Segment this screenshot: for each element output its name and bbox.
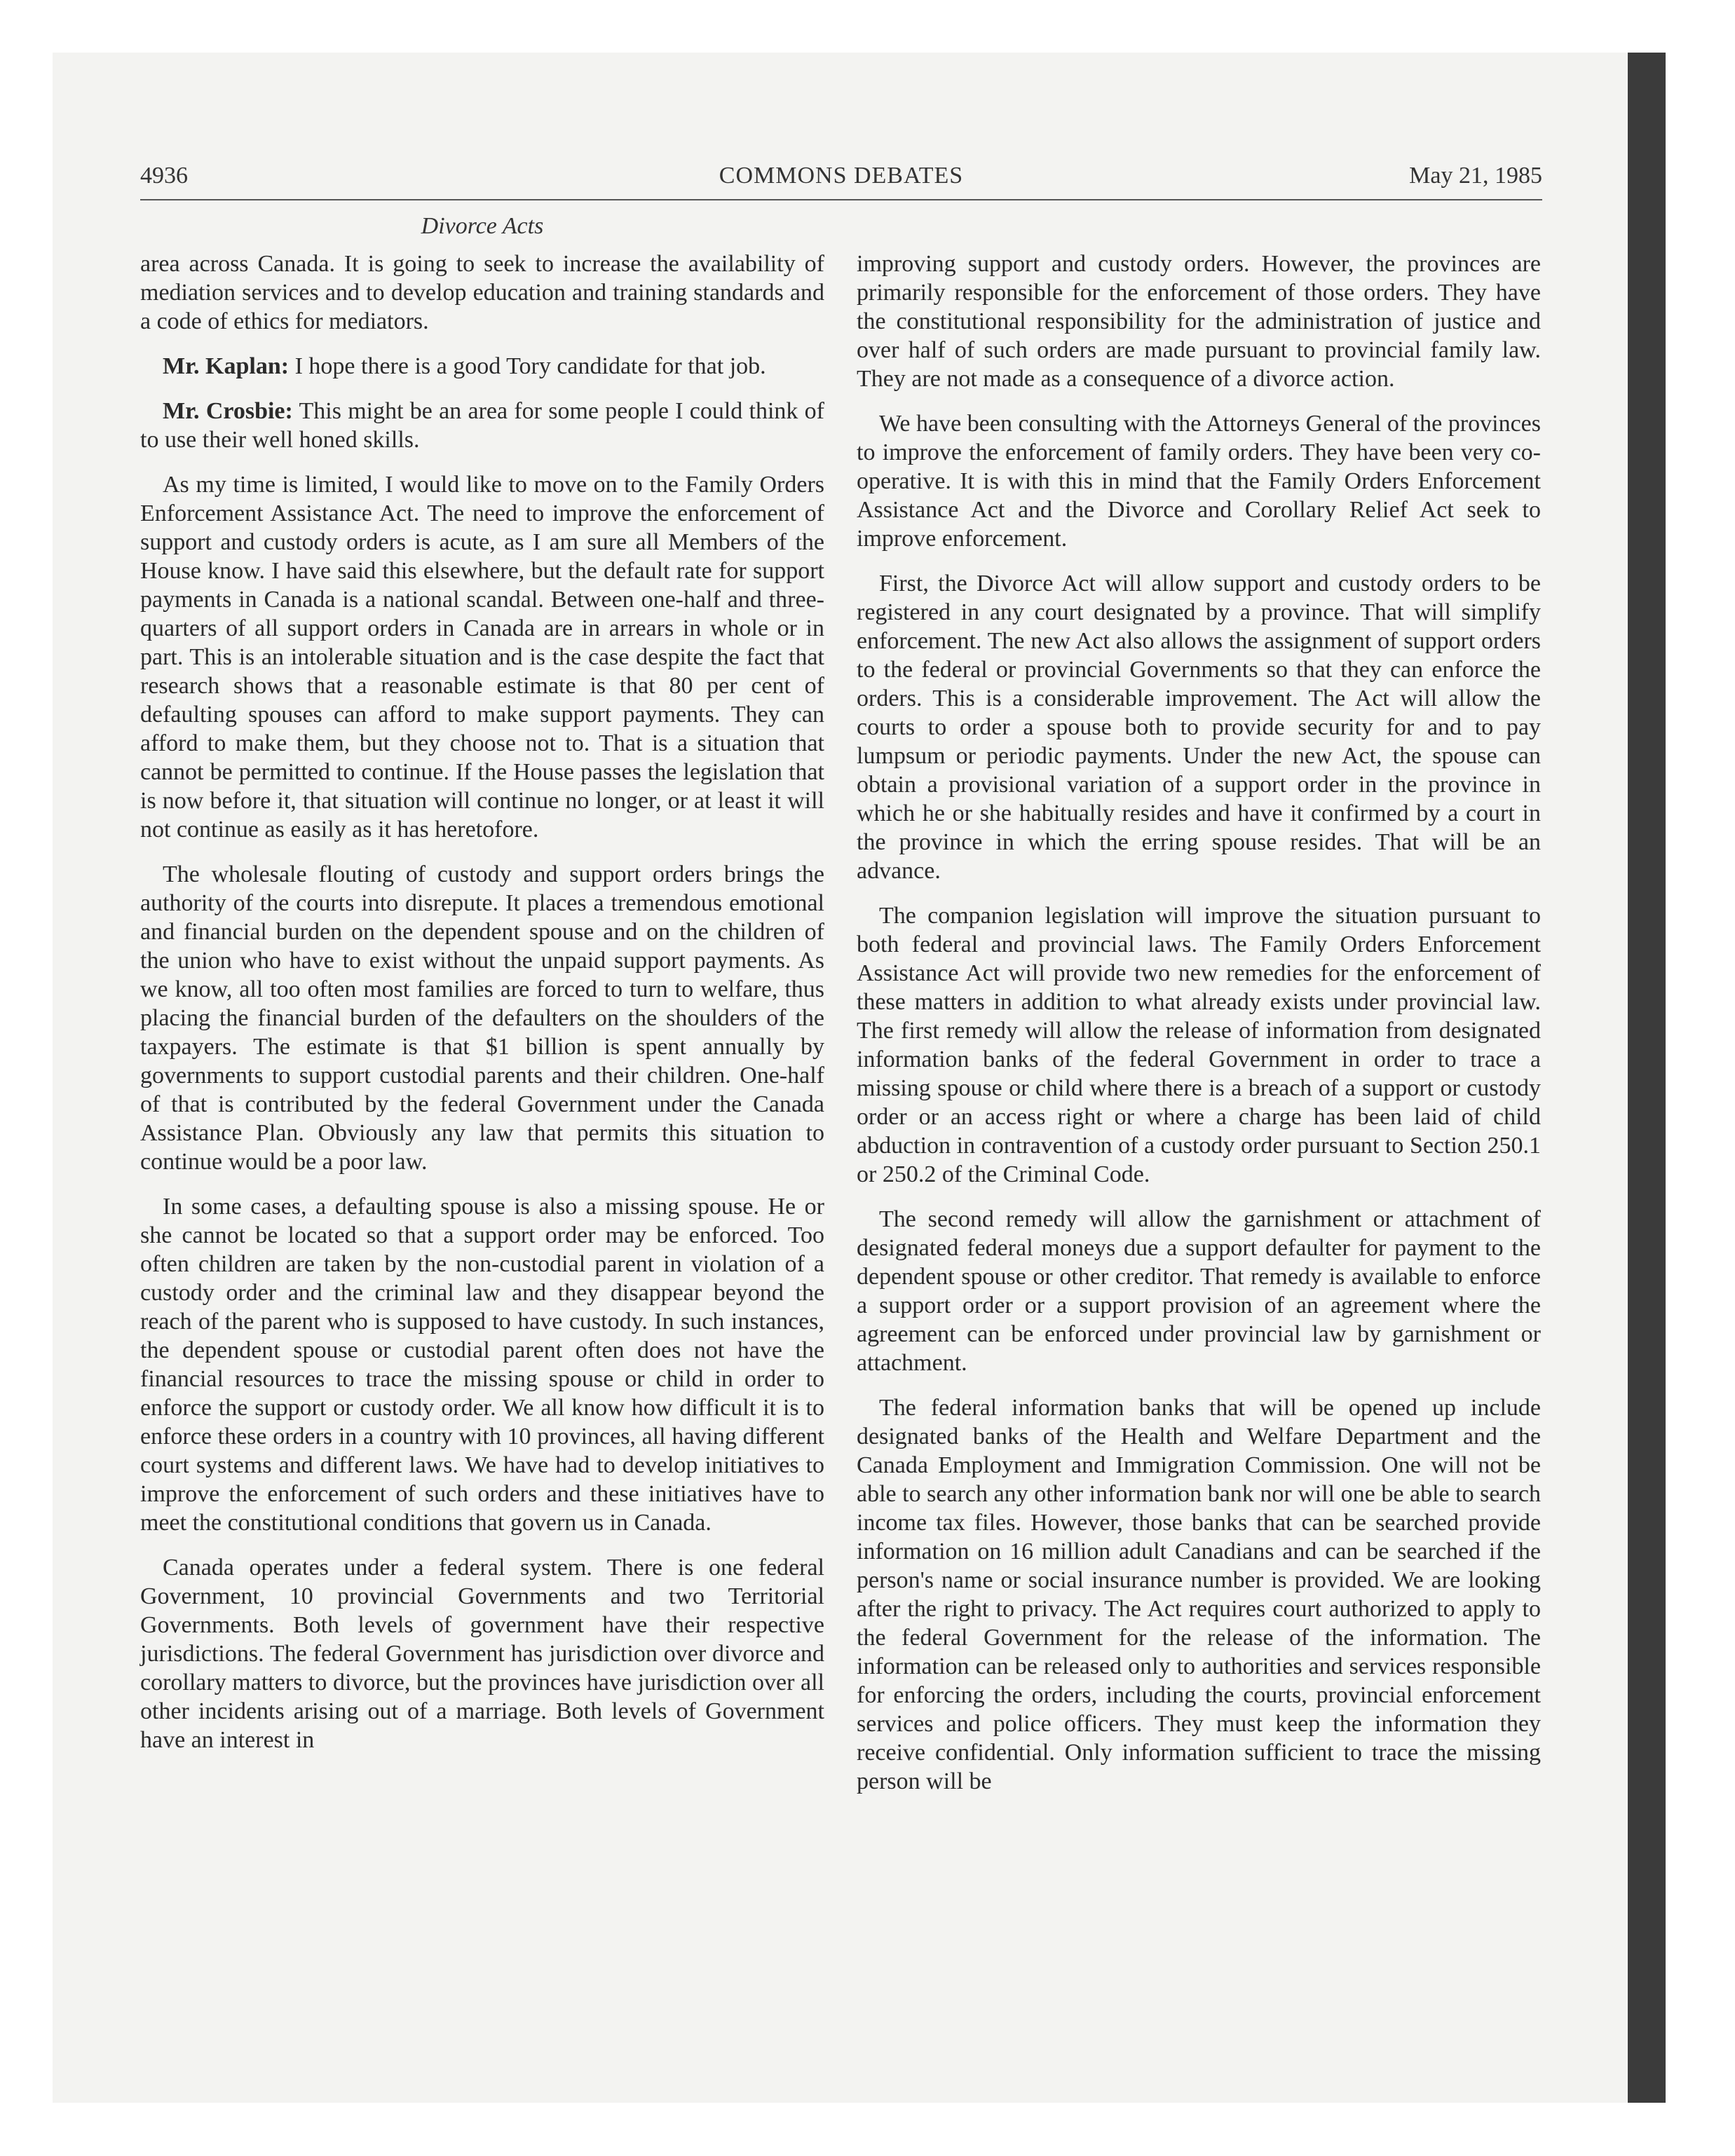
- paragraph-text: The wholesale flouting of custody and support orders brings the authority of the courts into disrepute. It places a tremendous emotional and financial burden on the dependent spouse and on the children of the union who have to exist without the unpaid support payments. As we know, all too often most families are forced to turn to welfare, thus placing the financial burden of the defaulters on the shoulders of the taxpayers. The estimate is that $1 billion is spent annually by governments to support custodial parents and their children. One-half of that is contributed by the federal Government under the Canada Assistance Plan. Obviously any law that permits this situation to continue would be a poor law.: [140, 861, 824, 1175]
- paragraph: [857, 901, 1541, 1189]
- paragraph-text: improving support and custody orders. However, the provinces are primarily responsible for the enforcement of those orders. They have the constitutional responsibility for the administration of justice and over half of such orders are made pursuant to provincial family law. They are not made as a consequence of a divorce action.: [857, 251, 1541, 392]
- paragraph: [140, 250, 824, 336]
- paragraph: [857, 409, 1541, 553]
- paragraph: [140, 470, 824, 844]
- paragraph: [140, 1553, 824, 1754]
- paragraph-text: First, the Divorce Act will allow support and custody orders to be registered in any court designated by a province. That will simplify enforcement. The new Act also allows the assignment of support orders to the federal or provincial Governments so that they can enforce the orders. This is a considerable improvement. The Act will allow the courts to order a spouse both to provide security for and to pay lumpsum or periodic payments. Under the new Act, the spouse can obtain a provisional variation of a support order in the province in which he or she habitually resides and have it confirmed by a court in the province in which the erring spouse resides. That will be an advance.: [857, 571, 1541, 884]
- paragraph-text: Canada operates under a federal system. There is one federal Government, 10 provincial Governments and two Territorial Governments. Both levels of government have their respective jurisdictions. The federal Government has jurisdiction over divorce and corollary matters to divorce, but the provinces have jurisdiction over all other incidents arising out of a marriage. Both levels of Government have an interest in: [140, 1555, 824, 1753]
- paragraph-text: As my time is limited, I would like to move on to the Family Orders Enforcement Assistance Act. The need to improve the enforcement of support and custody orders is acute, as I am sure all Members of the House know. I have said this elsewhere, but the default rate for support payments in Canada is a national scandal. Between one-half and three-quarters of all support orders in Canada are in arrears in whole or in part. This is an intolerable situation and is the case despite the fact that research shows that a reasonable estimate is that 80 per cent of defaulting spouses can afford to make support payments. They can afford to make them, but they choose not to. That is a situation that cannot be permitted to continue. If the House passes the legislation that is now before it, that situation will continue no longer, or at least it will not continue as easily as it has heretofore.: [140, 472, 824, 842]
- paragraph: [140, 1192, 824, 1537]
- section-title: Divorce Acts: [421, 213, 544, 239]
- paragraph: [857, 569, 1541, 885]
- paragraph-text: In some cases, a defaulting spouse is also a missing spouse. He or she cannot be located so that a support order may be enforced. Too often children are taken by the non-custodial parent in violation of a custody order and the criminal law and they disappear beyond the reach of the parent who is supposed to have custody. In such instances, the dependent spouse or custodial parent often does not have the financial resources to trace the missing spouse or child in order to enforce the support or custody order. We all know how difficult it is to enforce these orders in a country with 10 provinces, all having different court systems and different laws. We have had to develop initiatives to improve the enforcement of such orders and these initiatives have to meet the constitutional conditions that govern us in Canada.: [140, 1194, 824, 1536]
- paragraph-text: We have been consulting with the Attorneys General of the provinces to improve the enforcement of family orders. They have been very co-operative. It is with this in mind that the Family Orders Enforcement Assistance Act and the Divorce and Corollary Relief Act seek to improve enforcement.: [857, 411, 1541, 552]
- paragraph-text: The companion legislation will improve the situation pursuant to both federal and provincial laws. The Family Orders Enforcement Assistance Act will provide two new remedies for the enforcement of these matters in addition to what already exists under provincial law. The first remedy will allow the release of information from designated information banks of the federal Government in order to trace a missing spouse or child where there is a breach of a support or custody order or an access right or where a charge has been laid of child abduction in contravention of a custody order pursuant to Section 250.1 or 250.2 of the Criminal Code.: [857, 903, 1541, 1187]
- paragraph: [140, 397, 824, 454]
- running-head: COMMONS DEBATES: [719, 163, 964, 189]
- speaker-name: Mr. Crosbie:: [163, 398, 293, 424]
- page-number: 4936: [140, 163, 188, 189]
- page-date: May 21, 1985: [1409, 163, 1542, 189]
- paragraph: [857, 1393, 1541, 1796]
- paragraph-text: This might be an area for some people I could think of to use their well honed skills.: [140, 398, 825, 453]
- paragraph: [857, 250, 1541, 393]
- paragraph-text: area across Canada. It is going to seek to increase the availability of mediation services and to develop education and training standards and a code of ethics for mediators.: [140, 251, 824, 334]
- paragraph-text: I hope there is a good Tory candidate for that job.: [289, 353, 766, 379]
- header-rule: [140, 199, 1542, 200]
- left-column: [140, 250, 824, 1770]
- paragraph-text: The second remedy will allow the garnishment or attachment of designated federal moneys due a support defaulter for payment to the dependent spouse or other creditor. That remedy is available to enforce a support order or a support provision of an agreement where the agreement can be enforced under provincial law by garnishment or attachment.: [857, 1206, 1541, 1376]
- paragraph: [140, 352, 824, 381]
- paragraph: [140, 860, 824, 1176]
- right-column: [857, 250, 1541, 1812]
- scan-edge-shadow: [1628, 53, 1666, 2103]
- speaker-name: Mr. Kaplan:: [163, 353, 290, 379]
- paragraph: [857, 1205, 1541, 1377]
- page-header: [140, 163, 1542, 198]
- paragraph-text: The federal information banks that will be opened up include designated banks of the Health and Welfare Department and the Canada Employment and Immigration Commission. One will not be able to search any other information bank nor will one be able to search income tax files. However, those banks that can be searched provide information on 16 million adult Canadians and can be searched if the person's name or social insurance number is provided. We are looking after the right to privacy. The Act requires court authorized to apply to the federal Government for the release of the information. The information can be released only to authorities and services responsible for enforcing the orders, including the courts, provincial enforcement services and police officers. They must keep the information they receive confidential. Only information sufficient to trace the missing person will be: [857, 1395, 1541, 1794]
